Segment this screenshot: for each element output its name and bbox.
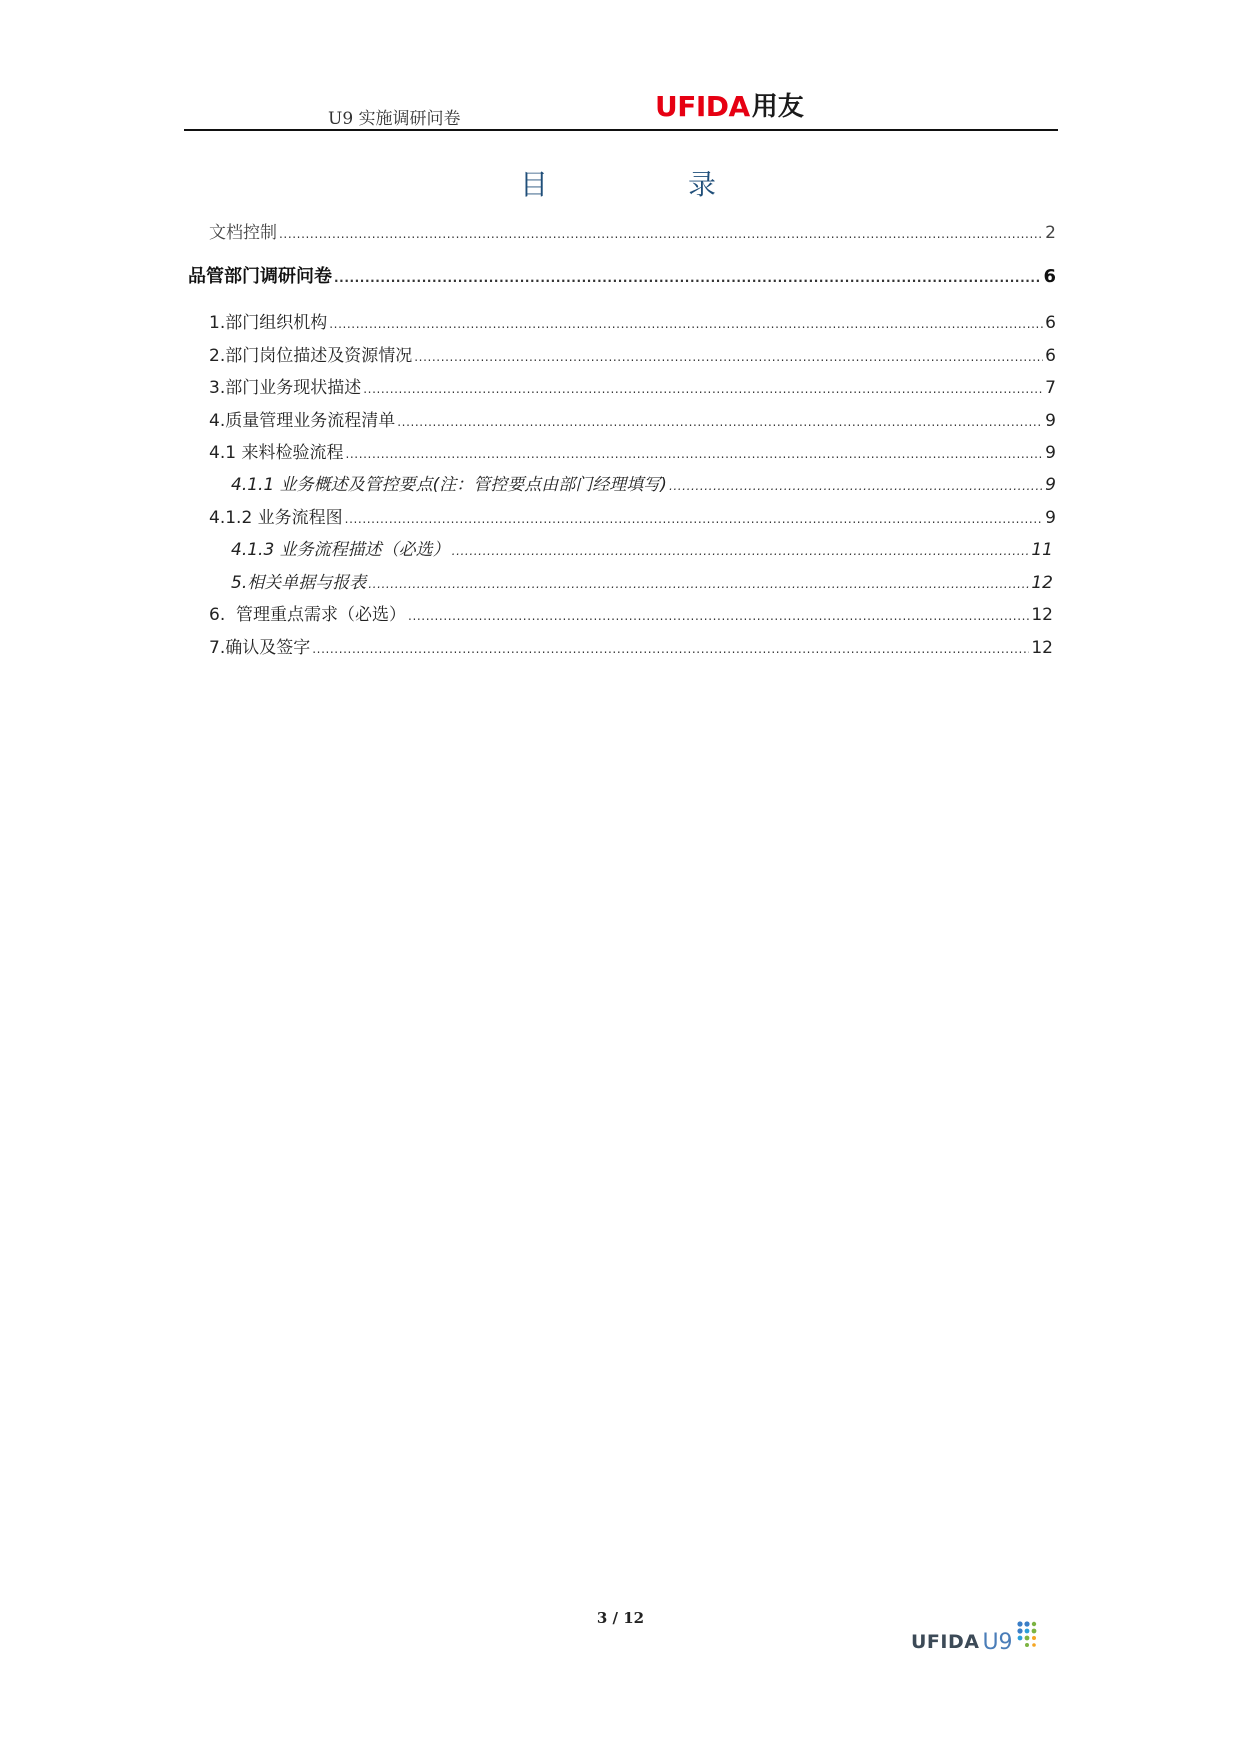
- ufida-logo-brand: UFIDA: [655, 90, 750, 123]
- toc-leader: [397, 410, 1043, 433]
- toc-entry-label: 文档控制: [209, 223, 277, 243]
- toc-leader: [414, 345, 1043, 368]
- toc-title-part1: 目: [520, 168, 549, 201]
- toc-entry-page: 9: [1045, 411, 1056, 431]
- ufida-logo-chinese: 用友: [751, 92, 804, 122]
- toc-entry-label: 2.部门岗位描述及资源情况: [209, 346, 413, 366]
- ufida-logo: [655, 88, 804, 122]
- toc-entry-page: 9: [1045, 443, 1056, 463]
- toc-entry-label: 1.部门组织机构: [209, 313, 328, 333]
- toc-leader: [345, 442, 1043, 465]
- toc-entry-label: 3.部门业务现状描述: [209, 378, 362, 398]
- toc-entry-page: 12: [1031, 638, 1053, 658]
- toc-leader: [408, 604, 1029, 627]
- toc-entry[interactable]: [209, 377, 1056, 400]
- ufida-u9-logo: [911, 1622, 1041, 1662]
- toc-entry-page: 12: [1031, 605, 1053, 625]
- toc-entry-page: 11: [1031, 540, 1053, 560]
- toc-entry-page: 2: [1045, 223, 1056, 243]
- toc-entry-label: 4.1.3 业务流程描述（必选）: [231, 540, 450, 560]
- toc-entry-page: 9: [1045, 475, 1056, 495]
- toc-leader: [368, 572, 1029, 595]
- toc-entry[interactable]: [209, 345, 1056, 368]
- toc-entry[interactable]: [209, 637, 1053, 660]
- toc-entry-label: 6. 管理重点需求（必选）: [209, 605, 407, 625]
- toc-entry[interactable]: [188, 266, 1056, 289]
- toc-leader: [452, 539, 1030, 562]
- toc-entry-label: 4.质量管理业务流程清单: [209, 411, 396, 431]
- toc-entry-page: 6: [1045, 313, 1056, 333]
- toc-entry[interactable]: [209, 312, 1056, 335]
- toc-leader: [279, 222, 1043, 245]
- toc-entry[interactable]: [209, 604, 1053, 627]
- toc-entry-page: 7: [1045, 378, 1056, 398]
- toc-entry-label: 4.1.2 业务流程图: [209, 508, 343, 528]
- toc-leader: [329, 312, 1043, 335]
- toc-entry-page: 6: [1045, 346, 1056, 366]
- toc-entry[interactable]: [209, 507, 1056, 530]
- toc-entry[interactable]: [231, 474, 1056, 497]
- toc-entry[interactable]: [231, 539, 1053, 562]
- toc-entry-label: 7.确认及签字: [209, 638, 311, 658]
- toc-leader: [363, 377, 1043, 400]
- header-divider: [184, 129, 1058, 131]
- logo-dots-icon: [1015, 1620, 1041, 1650]
- toc-leader: [312, 637, 1029, 660]
- page-indicator: 3 / 12: [596, 1609, 645, 1627]
- toc-entry-page: 12: [1031, 573, 1053, 593]
- toc-entry-label: 品管部门调研问卷: [188, 266, 332, 287]
- toc-entry-page: 6: [1043, 266, 1056, 287]
- toc-entry-page: 9: [1045, 508, 1056, 528]
- toc-entry[interactable]: [209, 442, 1056, 465]
- toc-entry[interactable]: [209, 410, 1056, 433]
- toc-leader: [345, 507, 1044, 530]
- document-header-title: U9 实施调研问卷: [328, 109, 461, 129]
- toc-entry[interactable]: [231, 572, 1053, 595]
- toc-entry-label: 5.相关单据与报表: [231, 573, 367, 593]
- toc-leader: [334, 266, 1041, 289]
- toc-title-part2: 录: [688, 168, 717, 201]
- footer-logo-brand: UFIDA: [911, 1631, 980, 1653]
- toc-entry-label: 4.1.1 业务概述及管控要点(注：管控要点由部门经理填写): [231, 475, 667, 495]
- toc-entry-label: 4.1 来料检验流程: [209, 443, 344, 463]
- toc-title: [520, 163, 717, 203]
- footer-logo-product: U9: [982, 1629, 1013, 1655]
- toc-entry[interactable]: [209, 222, 1056, 245]
- toc-leader: [669, 474, 1043, 497]
